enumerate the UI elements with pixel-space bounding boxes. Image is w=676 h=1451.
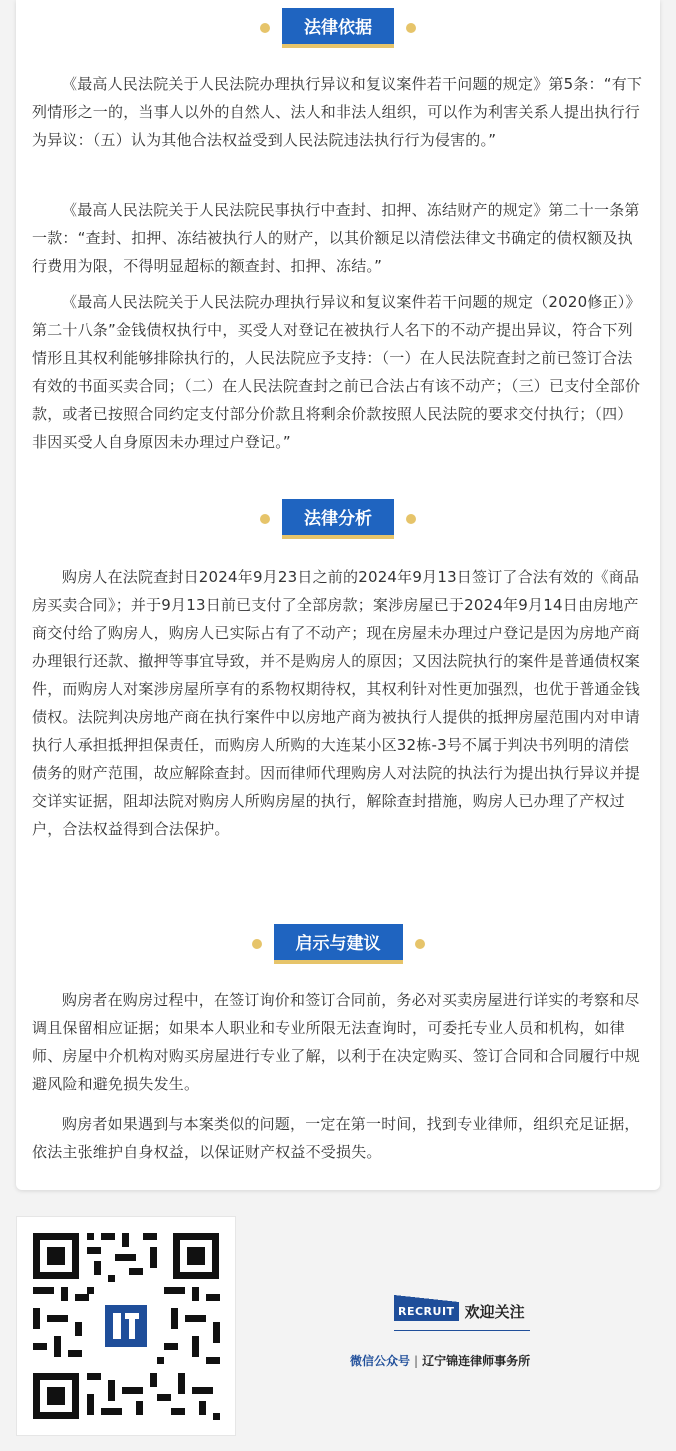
brand-block <box>394 1292 530 1330</box>
analysis-paragraph: 购房人在法院查封日2024年9月23日之前的2024年9月13日签订了合法有效的《商品房买卖合同》；并于9月13日前已支付了全部房款；案涉房屋已于2024年9月14日由房地产商交付给了购房人，购房人已实际占有了不动产；现在房屋未办理过户登记是因为房地产商办理银行还款、撤押等事宜导致，并不是购房人的原因；又因法院执行的案件是普通债权案件，而购房人对案涉房屋所享有的系物权期待权，其权利针对性更加强烈，也优于普通金钱债权。法院判决房地产商在执行案件中以房地产商为被执行人提供的抵押房屋范围内对申请执行人承担抵押担保责任，而购房人所购的大连某小区32栋-3号不属于判决书列明的清偿债务的财产范围，故应解除查封。因而律师代理购房人对法院的执法行为提出执行异议并提交详实证据，阻却法院对购房人所购房屋的执行，解除查封措施，购房人已办理了产权过户，合法权益得到合法保护。 <box>32 568 641 838</box>
decor-dot-icon <box>406 23 416 33</box>
advice-paragraph: 购房者如果遇到与本案类似的问题，一定在第一时间，找到专业律师，组织充足证据，依法主张维护自身权益，以保证财产权益不受损失。 <box>32 1115 640 1161</box>
legal-basis-paragraph: 《最高人民法院关于人民法院民事执行中查封、扣押、冻结财产的规定》第二十一条第一款：“查封、扣押、冻结被执行人的财产，以其价额足以清偿法律文书确定的债权额及执行费用为限，不得明显超标的额查封、扣押、冻结。” <box>32 201 640 275</box>
qr-code[interactable] <box>16 1216 236 1436</box>
recruit-logo: RECRUIT <box>394 1302 459 1321</box>
decor-dot-icon <box>260 514 270 524</box>
decor-dot-icon <box>406 514 416 524</box>
legal-basis-paragraph: 《最高人民法院关于人民法院办理执行异议和复议案件若干问题的规定（2020修正）》第二十八条”金钱债权执行中，买受人对登记在被执行人名下的不动产提出异议，符合下列情形且其权利能够排除执行的，人民法院应予支持：（一）在人民法院查封之前已签订合法有效的书面买卖合同；（二）在人民法院查封之前已合法占有该不动产；（三）已支付全部价款，或者已按照合同约定支付部分价款且将剩余价款按照人民法院的要求交付执行；（四）非因买受人自身原因未办理过户登记。” <box>32 293 641 451</box>
wechat-label: 微信公众号 <box>350 1354 411 1368</box>
separator: | <box>414 1354 419 1368</box>
qr-code-icon <box>17 1217 235 1435</box>
decor-dot-icon <box>415 939 425 949</box>
section-title: 法律依据 <box>282 8 394 48</box>
section-heading-advice <box>0 922 676 966</box>
decor-dot-icon <box>252 939 262 949</box>
section-heading-legal-analysis <box>0 497 676 541</box>
section-heading-legal-basis <box>0 6 676 50</box>
firm-name: 辽宁锦连律师事务所 <box>422 1354 531 1368</box>
section-title: 启示与建议 <box>274 924 403 964</box>
decor-dot-icon <box>260 23 270 33</box>
section-title: 法律分析 <box>282 499 394 539</box>
footer-info <box>350 1352 530 1369</box>
divider <box>394 1330 530 1331</box>
welcome-text: 欢迎关注 <box>464 1302 525 1321</box>
legal-basis-paragraph: 《最高人民法院关于人民法院办理执行异议和复议案件若干问题的规定》第5条：“有下列情形之一的，当事人以外的自然人、法人和非法人组织，可以作为利害关系人提出执行行为异议：（五）认为其他合法权益受到人民法院违法执行行为侵害的。” <box>32 75 643 149</box>
advice-paragraph: 购房者在购房过程中，在签订询价和签订合同前，务必对买卖房屋进行详实的考察和尽调且保留相应证据；如果本人职业和专业所限无法查询时，可委托专业人员和机构，如律师、房屋中介机构对购买房屋进行专业了解，以利于在决定购买、签订合同和合同履行中规避风险和避免损失发生。 <box>32 991 641 1093</box>
